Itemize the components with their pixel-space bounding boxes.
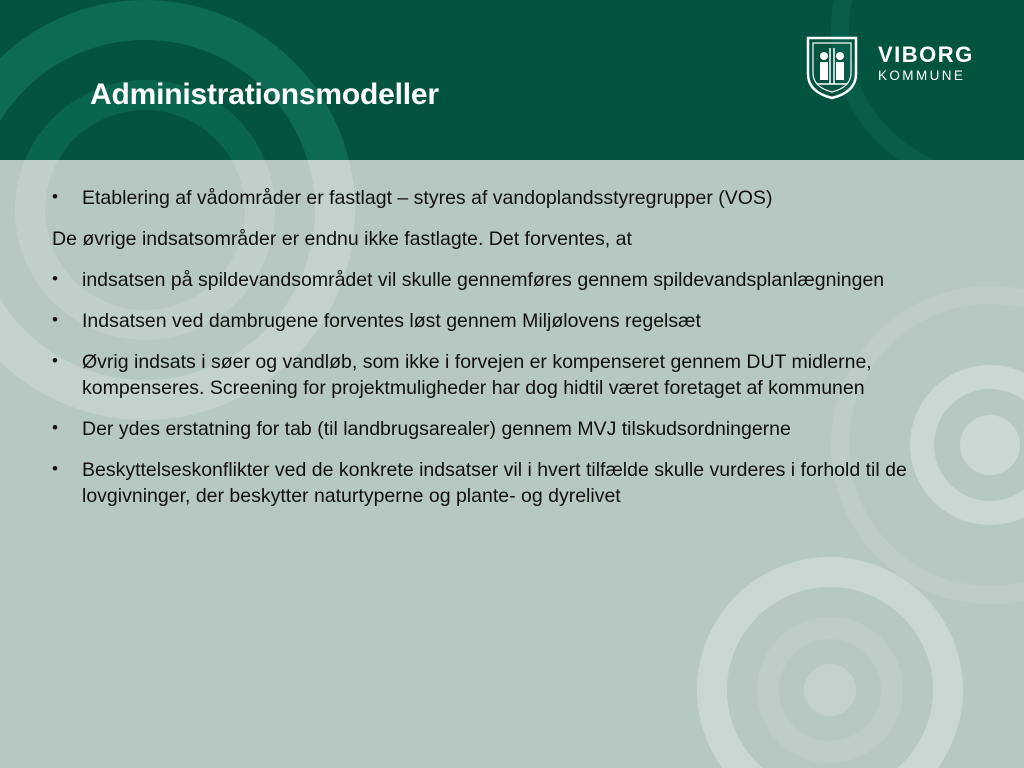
bullet-item (52, 416, 912, 442)
bullet-item (52, 308, 912, 334)
intro-paragraph (52, 226, 912, 252)
bullet-icon: • (52, 269, 58, 288)
bullet-text: Øvrig indsats i søer og vandløb, som ikke i forvejen er kompenseret gennem DUT midlerne, kompenseres. Screening for projektmuligheder har dog hidtil været foretaget af kommunen (82, 351, 872, 399)
paragraph-text: De øvrige indsatsområder er endnu ikke fastlagte. Det forventes, at (52, 228, 632, 250)
bullet-text: indsatsen på spildevandsområdet vil skulle gennemføres gennem spildevandsplanlægningen (82, 269, 885, 291)
bullet-item (52, 349, 912, 401)
bullet-item (52, 457, 912, 509)
slide-header (0, 0, 1024, 160)
bullet-icon: • (52, 187, 58, 206)
bullet-icon: • (52, 459, 58, 478)
bullet-item (52, 185, 912, 211)
bullet-icon: • (52, 418, 58, 437)
page-title: Administrationsmodeller (90, 78, 439, 111)
bullet-item (52, 267, 912, 293)
coat-of-arms-icon (804, 34, 860, 100)
logo-subtitle: KOMMUNE (878, 68, 966, 83)
bullet-text: Indsatsen ved dambrugene forventes løst gennem Miljølovens regelsæt (82, 310, 701, 332)
viborg-logo (804, 34, 984, 100)
bullet-text: Der ydes erstatning for tab (til landbrugsarealer) gennem MVJ tilskudsordningerne (82, 418, 791, 440)
bullet-text: Etablering af vådområder er fastlagt – styres af vandoplandsstyregrupper (VOS) (82, 187, 773, 209)
bullet-icon: • (52, 351, 58, 370)
bullet-icon: • (52, 310, 58, 329)
bullet-text: Beskyttelseskonflikter ved de konkrete indsatser vil i hvert tilfælde skulle vurderes i forhold til de lovgivninger, der beskytter naturtyperne og plante- og dyrelivet (82, 459, 907, 507)
slide-body (52, 185, 912, 524)
logo-name: VIBORG (878, 42, 974, 67)
